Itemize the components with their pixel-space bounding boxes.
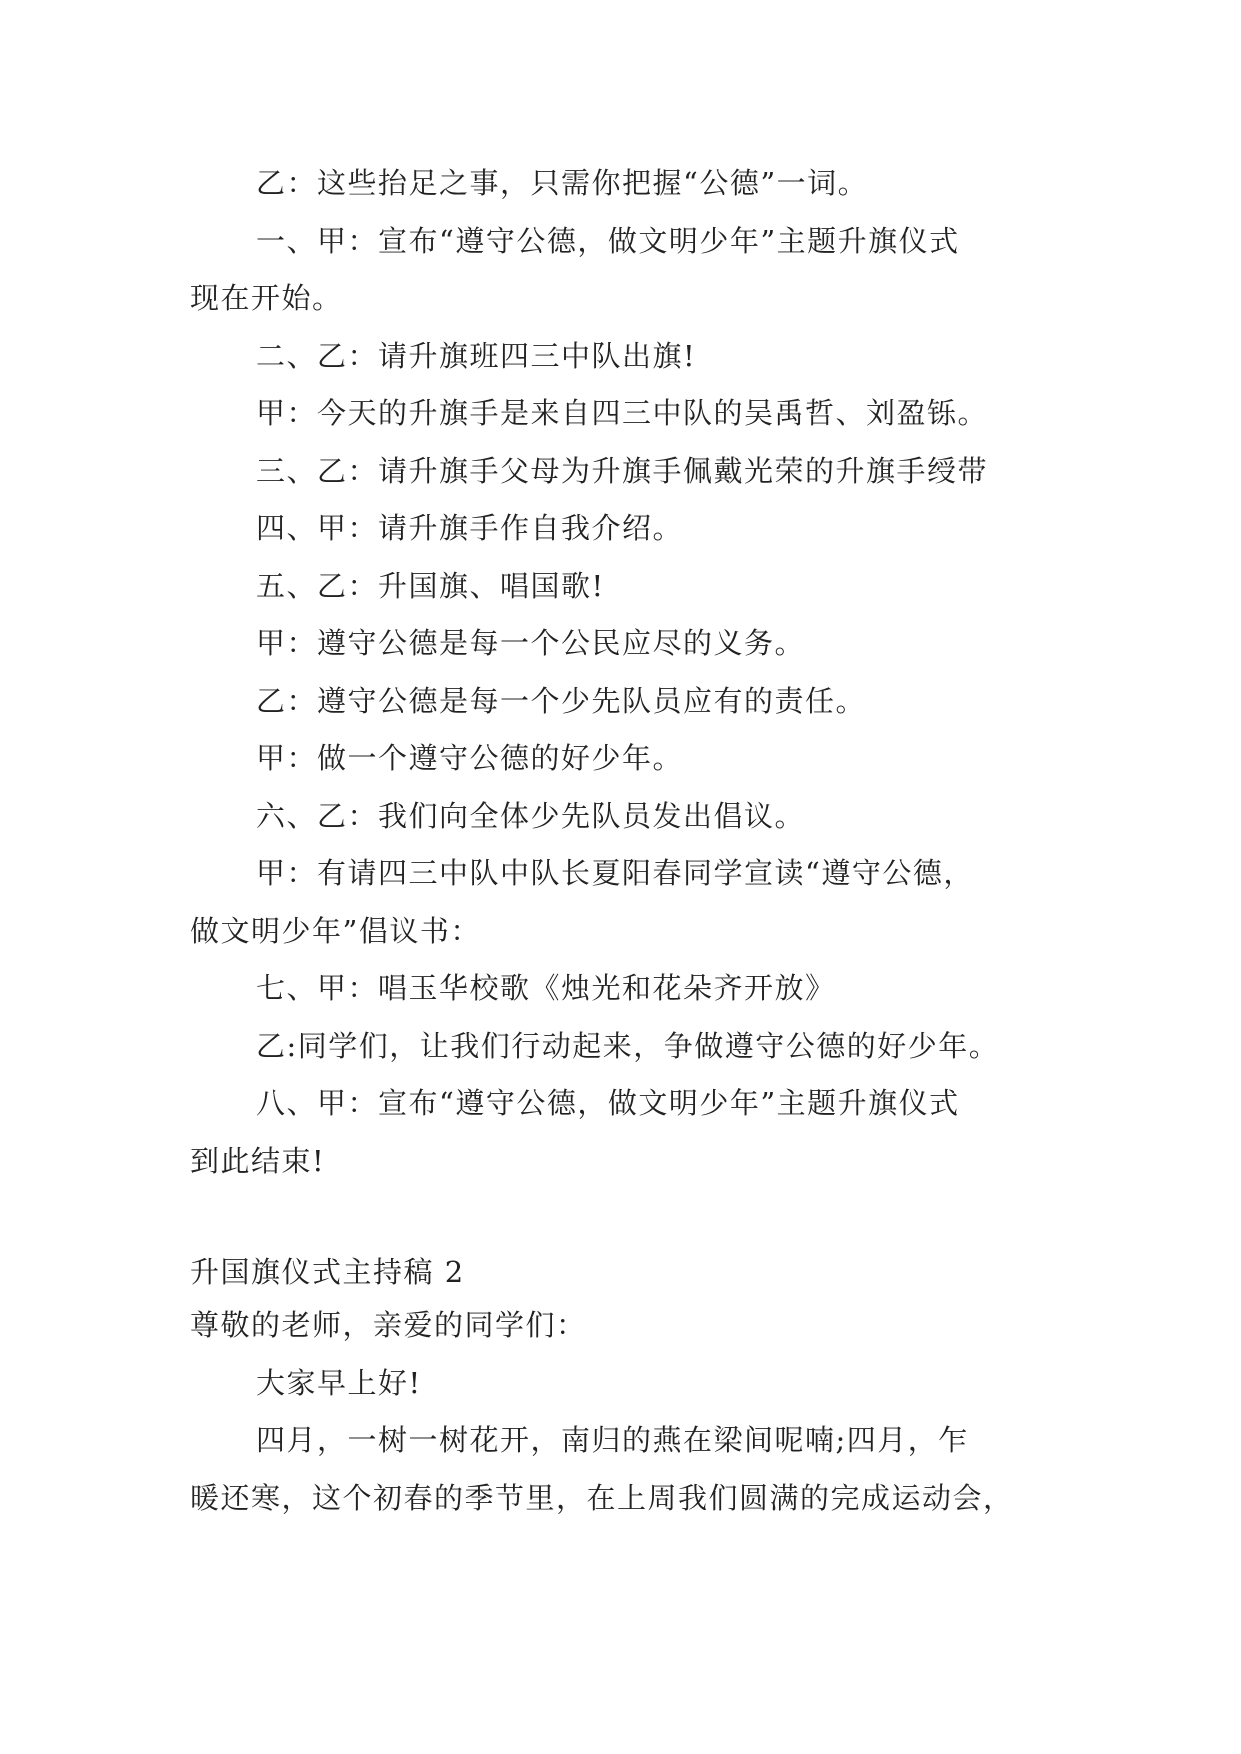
paragraph-line: 乙：遵守公德是每一个少先队员应有的责任。	[256, 683, 867, 718]
paragraph-line: 四、甲：请升旗手作自我介绍。	[256, 511, 684, 545]
section-title: 升国旗仪式主持稿 2	[190, 1255, 465, 1289]
paragraph-line: 乙:同学们，让我们行动起来，争做遵守公德的好少年。	[256, 1028, 1000, 1063]
paragraph-line: 八、甲：宣布“遵守公德，做文明少年”主题升旗仪式	[256, 1086, 960, 1120]
paragraph-line: 甲：遵守公德是每一个公民应尽的义务。	[256, 626, 806, 660]
section-gap	[190, 1190, 1070, 1248]
paragraph-line: 做文明少年”倡议书：	[190, 913, 481, 948]
paragraph-line: 乙：这些抬足之事，只需你把握“公德”一词。	[256, 166, 869, 200]
paragraph-line: 七、甲：唱玉华校歌《烛光和花朵齐开放》	[256, 971, 836, 1005]
paragraph-line: 三、乙：请升旗手父母为升旗手佩戴光荣的升旗手绶带	[256, 453, 989, 488]
paragraph-line: 五、乙：升国旗、唱国歌!	[256, 568, 605, 603]
paragraph-line: 到此结束!	[190, 1143, 326, 1178]
paragraph-line: 甲：今天的升旗手是来自四三中队的吴禹哲、刘盈铄。	[256, 396, 989, 430]
paragraph-line: 甲：有请四三中队中队长夏阳春同学宣读“遵守公德，	[256, 856, 974, 890]
paragraph-line: 暖还寒，这个初春的季节里，在上周我们圆满的完成运动会，	[190, 1480, 1014, 1515]
salutation-line: 尊敬的老师，亲爱的同学们：	[190, 1308, 587, 1342]
paragraph-line: 四月，一树一树花开，南归的燕在梁间呢喃;四月，乍	[256, 1423, 969, 1457]
document-body	[190, 155, 1070, 1527]
paragraph-line: 六、乙：我们向全体少先队员发出倡议。	[256, 798, 806, 833]
paragraph-line: 甲：做一个遵守公德的好少年。	[256, 741, 684, 775]
paragraph-line: 一、甲：宣布“遵守公德，做文明少年”主题升旗仪式	[256, 223, 960, 258]
paragraph-line: 二、乙：请升旗班四三中队出旗!	[256, 338, 697, 373]
paragraph-line: 大家早上好!	[256, 1365, 422, 1400]
paragraph-line: 现在开始。	[190, 281, 343, 315]
